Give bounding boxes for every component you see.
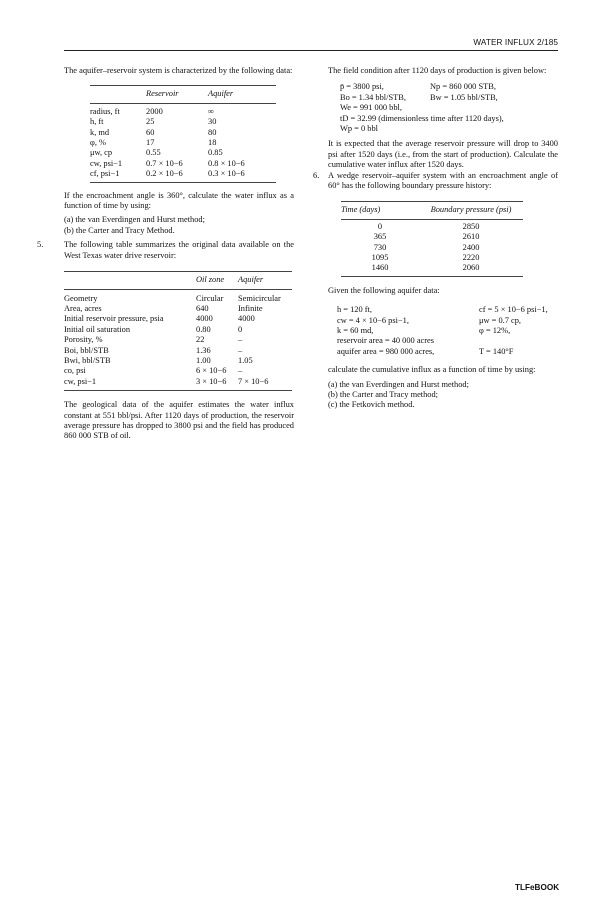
method-item: (b) the Carter and Tracy Method. [64,225,175,235]
table-cell: Initial oil saturation [64,324,131,334]
table-cell: 7 × 10−6 [238,376,269,386]
formula-line [340,82,558,92]
table-cell: 17 [146,138,155,148]
table-cell: 22 [196,335,205,345]
table-row [341,263,523,273]
table-cell: 0 [238,324,243,334]
table-cell: 80 [208,127,217,137]
calc-paragraph: calculate the cumulative influx as a function of time by using: [328,365,536,375]
formula-left: Bo = 1.34 bbl/STB, [340,92,406,102]
formula-right: φ = 12%, [479,326,511,336]
table-cell: 0.3 × 10−6 [208,169,245,179]
table-2-header [64,275,292,285]
table-cell: 2400 [462,242,480,252]
table-1-header [90,89,276,99]
table-row [64,294,292,304]
method-item: (a) the van Everdingen and Hurst method; [328,379,469,389]
left-column [37,66,294,442]
table-cell: Initial reservoir pressure, psia [64,314,164,324]
table-cell: 30 [208,117,217,127]
formula-left: tD = 32.99 (dimensionless time after 1120 days), [340,113,504,123]
table-row [90,128,276,138]
table-row [64,356,292,366]
table-cell: cw, psi−1 [90,158,123,168]
table-cell: Infinite [238,303,263,313]
table-cell: co, psi [64,366,86,376]
t1-h2: Aquifer [208,89,234,99]
formula-line [337,336,558,346]
methods-list-1 [64,215,294,236]
table-cell: 1460 [371,263,389,273]
formula-line [337,347,558,357]
method-item: (c) the Fetkovich method. [328,400,415,410]
table-row [90,107,276,117]
expected-paragraph: It is expected that the average reservoir pressure will drop to 3400 psi after 1520 days (i.e., from the start of production). Calculate the cumulative water influx after 1520 days. [328,139,558,170]
table-cell: 0.80 [196,324,211,334]
table-row [90,148,276,158]
formula-left: aquifer area = 980 000 acres, [337,346,435,356]
table-cell: Geometry [64,293,98,303]
formula-line [340,103,558,113]
table-row [90,138,276,148]
formula-left: reservoir area = 40 000 acres [337,336,435,346]
table-cell: 2220 [462,253,480,263]
table-cell: Semicircular [238,293,281,303]
table-cell: Porosity, % [64,335,103,345]
table-row [90,117,276,127]
right-column [313,66,558,411]
method-item: (a) the van Everdingen and Hurst method; [64,215,205,225]
formula-right: T = 140°F [479,346,514,356]
t2-h1: Oil zone [196,275,225,285]
table-row [341,222,523,232]
formula-line [337,305,558,315]
formula-right: Np = 860 000 STB, [430,82,496,92]
table-cell: 25 [146,117,155,127]
formula-left: p̄ = 3800 psi, [340,82,384,92]
table-cell: 3 × 10−6 [196,376,227,386]
problem-6 [313,170,558,192]
table-row [341,253,523,263]
table-cell: 2610 [462,232,480,242]
table-cell: 4000 [196,314,213,324]
t3-h0: Time (days) [341,205,381,215]
table-cell: 365 [373,232,387,242]
table-cell: 2000 [146,106,163,116]
table-1 [90,85,276,182]
table-cell: Boi, bbl/STB [64,345,109,355]
table-row [64,335,292,345]
table-cell: ∞ [208,106,214,116]
table-cell: 640 [196,303,209,313]
table-row [90,159,276,169]
table-cell: 1.00 [196,355,211,365]
t1-h1: Reservoir [146,89,179,99]
table-row [90,169,276,179]
header-text: WATER INFLUX 2/185 [473,38,558,47]
formula-line [340,93,558,103]
table-row [64,346,292,356]
table-cell: Area, acres [64,303,102,313]
table-cell: 2060 [462,263,480,273]
table-row [64,366,292,376]
formula-line [337,316,558,326]
table-2 [64,271,292,391]
t2-h2: Aquifer [238,275,264,285]
after-table-2: The geological data of the aquifer estimates the water influx constant at 551 bbl/psi. After 1120 days of production, the reservoir average pressure has dropped to 3800 psi and the field has produced 860 000 STB of oil. [64,400,294,441]
formula-line [337,326,558,336]
table-cell: φ, % [90,138,106,148]
table-cell: 1095 [371,253,389,263]
method-item: (b) the Carter and Tracy method; [328,390,439,399]
table-cell: 4000 [238,314,255,324]
intro-paragraph: The aquifer–reservoir system is characterized by the following data: [64,66,293,75]
table-row [64,377,292,387]
table-cell: 730 [373,242,387,252]
table-cell: μw, cp [90,148,113,158]
table-cell: Circular [196,293,224,303]
table-cell: radius, ft [90,106,120,116]
formula-line [340,114,558,124]
table-cell: h, ft [90,117,104,127]
table-cell: 0 [377,221,383,231]
table-cell: 0.7 × 10−6 [146,158,183,168]
table-cell: Bwi, bbl/STB [64,355,111,365]
aquifer-intro: Given the following aquifer data: [328,285,440,295]
table-cell: cf, psi−1 [90,169,120,179]
problem-5 [37,240,294,261]
problem-5-text: The following table summarizes the original data available on the West Texas water drive reservoir: [64,240,294,260]
table-row [64,314,292,324]
table-3-header [341,205,523,215]
table-cell: 0.55 [146,148,161,158]
table-cell: – [238,335,243,345]
field-conditions [340,82,558,134]
table-cell: 6 × 10−6 [196,366,227,376]
methods-list-2 [328,380,558,411]
formula-line [340,124,558,134]
formula-left: h = 120 ft, [337,305,372,315]
table-cell: 1.05 [238,355,253,365]
table-row [341,232,523,242]
formula-left: We = 991 000 bbl, [340,103,402,113]
table-cell: k, md [90,127,110,137]
table-row [64,325,292,335]
table-cell: 0.8 × 10−6 [208,158,245,168]
table-row [341,243,523,253]
field-intro: The field condition after 1120 days of production is given below: [328,66,547,75]
problem-6-number: 6. [313,170,320,180]
table-row [64,304,292,314]
running-header [64,38,558,51]
table-cell: 0.2 × 10−6 [146,169,183,179]
table-cell: – [238,366,243,376]
formula-left: k = 60 md, [337,326,374,336]
t2-h0 [64,275,196,285]
problem-6-text: A wedge reservoir–aquifer system with an encroachment angle of 60° has the following boundary pressure history: [328,170,558,190]
t3-h1: Boundary pressure (psi) [430,205,512,215]
problem-5-number: 5. [37,240,44,250]
table-cell: cw, psi−1 [64,376,97,386]
after-table-1: If the encroachment angle is 360°, calculate the water influx as a function of time by using: [64,190,294,211]
table-cell: 0.85 [208,148,223,158]
formula-right: μw = 0.7 cp, [479,315,522,325]
footer-watermark: TLFeBOOK [515,883,560,892]
table-cell: 1.36 [196,345,211,355]
table-cell: 2850 [462,221,480,231]
aquifer-data [337,305,558,357]
t1-h0 [90,89,146,99]
table-cell: – [238,345,243,355]
formula-left: cw = 4 × 10−6 psi−1, [337,315,409,325]
table-3 [341,201,523,276]
formula-left: Wp = 0 bbl [340,123,378,133]
table-cell: 60 [146,127,155,137]
formula-right: Bw = 1.05 bbl/STB, [430,92,498,102]
formula-right: cf = 5 × 10−6 psi−1, [479,305,548,315]
table-cell: 18 [208,138,217,148]
